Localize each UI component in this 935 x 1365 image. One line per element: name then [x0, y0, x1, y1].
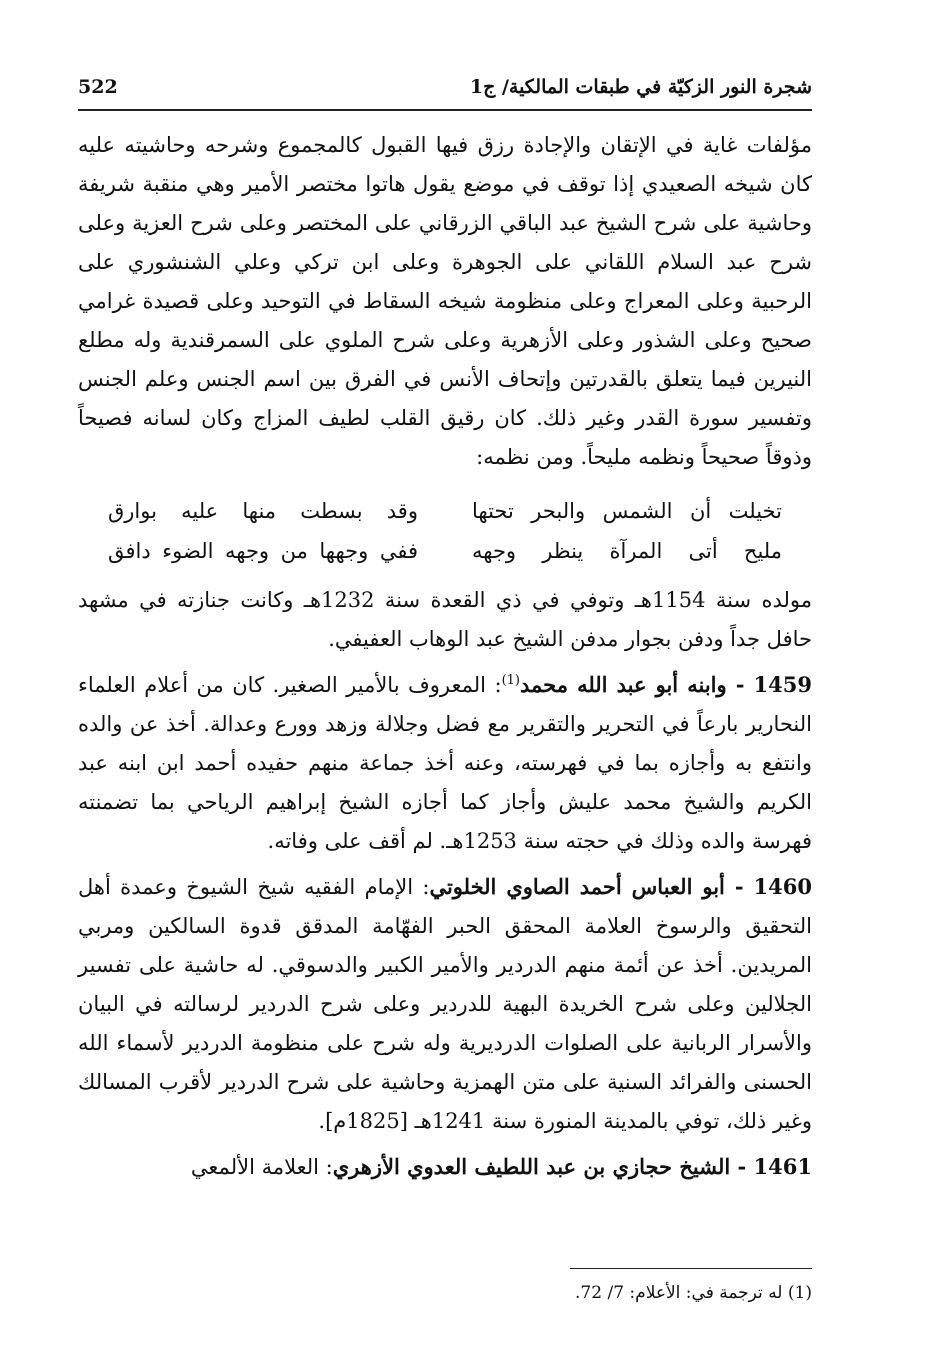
verse-1-first-hemistich: تخيلت أن الشمس والبحر تحتها [472, 499, 782, 523]
header-rule [78, 109, 812, 111]
poem [78, 491, 812, 571]
footnote: (1) له ترجمة في: الأعلام: 7/ 72. [575, 1283, 812, 1303]
page-header [78, 68, 812, 108]
poem-verse-2 [78, 531, 812, 571]
body-text [78, 126, 812, 1187]
verse-1-second-hemistich: وقد بسطت منها عليه بوارق [108, 499, 418, 523]
entry-1460 [78, 867, 812, 1141]
footnote-reference[interactable]: (1) [501, 673, 520, 688]
entry-1460-text: : الإمام الفقيه شيخ الشيوخ وعمدة أهل التحقيق والرسوخ العلامة المحقق الحبر الفهّامة المدقق قدوة السالكين ومربي المريدين. أخذ عن أئمة منهم الدردير والأمير الكبير والدسوقي. له حاشية على تفسير الجلالين وعلى شرح الخريدة البهية للدردير وعلى شرح الدردير لرسالته في البيان والأسرار الربانية على الصلوات الدرديرية وله شرح على منظومة الدردير لأسماء الله الحسنى والفرائد السنية على متن الهمزية وحاشية على شرح الدردير لأقرب المسالك وغير ذلك، توفي بالمدينة المنورة سنة 1241هـ [1825م]. [78, 875, 812, 1133]
verse-2-second-hemistich: ففي وجهها من وجهه الضوء دافق [108, 539, 418, 563]
entry-1459-heading: 1459 - وابنه أبو عبد الله محمد [520, 672, 812, 697]
running-title: شجرة النور الزكيّة في طبقات المالكية/ ج1 [469, 76, 812, 98]
paragraph-birth-death: مولده سنة 1154هـ وتوفي في ذي القعدة سنة 1232هـ وكانت جنازته في مشهد حافل جداً ودفن بجوار مدفن الشيخ عبد الوهاب العفيفي. [78, 588, 812, 651]
entry-1461-text: : العلامة الألمعي [190, 1155, 333, 1179]
poem-verse-1 [78, 491, 812, 531]
entry-1459-text: : المعروف بالأمير الصغير. كان من أعلام العلماء النحارير بارعاً في التحرير والتقرير مع فضل وجلالة وزهد وورع وعدالة. أخذ عن والده وانتفع به وأجازه بما في فهرسته، وعنه أخذ جماعة منهم حفيده أحمد ابن ابنه عبد الكريم والشيخ محمد عليش وأجاز كما أجازه الشيخ إبراهيم الرياحي بما تضمنته فهرسة والده وذلك في حجته سنة 1253هـ. لم أقف على وفاته. [78, 673, 812, 853]
entry-1460-heading: 1460 - أبو العباس أحمد الصاوي الخلوتي [429, 874, 812, 899]
footnote-rule [570, 1268, 812, 1269]
entry-1459 [78, 665, 812, 861]
paragraph-continuation: مؤلفات غاية في الإتقان والإجادة رزق فيها القبول كالمجموع وشرحه وحاشيته عليه كان شيخه الصعيدي إذا توقف في موضع يقول هاتوا مختصر الأمير وهي منقبة شريفة وحاشية على شرح الشيخ عبد الباقي الزرقاني على المختصر وعلى شرح العزية وعلى شرح عبد السلام اللقاني على الجوهرة وعلى ابن تركي وعلي الشنشوري على الرحبية وعلى المعراج وعلى منظومة شيخه السقاط في التوحيد وعلى قصيدة غرامي صحيح وعلى الشذور وعلى الأزهرية وعلى شرح الملوي على السمرقندية وله مطلع النيرين فيما يتعلق بالقدرتين وإتحاف الأنس في الفرق بين اسم الجنس وعلم الجنس وتفسير سورة القدر وغير ذلك. كان رقيق القلب لطيف المزاج وكان لسانه فصيحاً وذوقاً صحيحاً ونظمه مليحاً. ومن نظمه: [78, 133, 812, 469]
verse-2-first-hemistich: مليح أتى المرآة ينظر وجهه [472, 539, 782, 563]
entry-1461 [78, 1147, 812, 1187]
entry-1461-heading: 1461 - الشيخ حجازي بن عبد اللطيف العدوي الأزهري [332, 1154, 812, 1179]
page-number: 522 [78, 76, 118, 98]
